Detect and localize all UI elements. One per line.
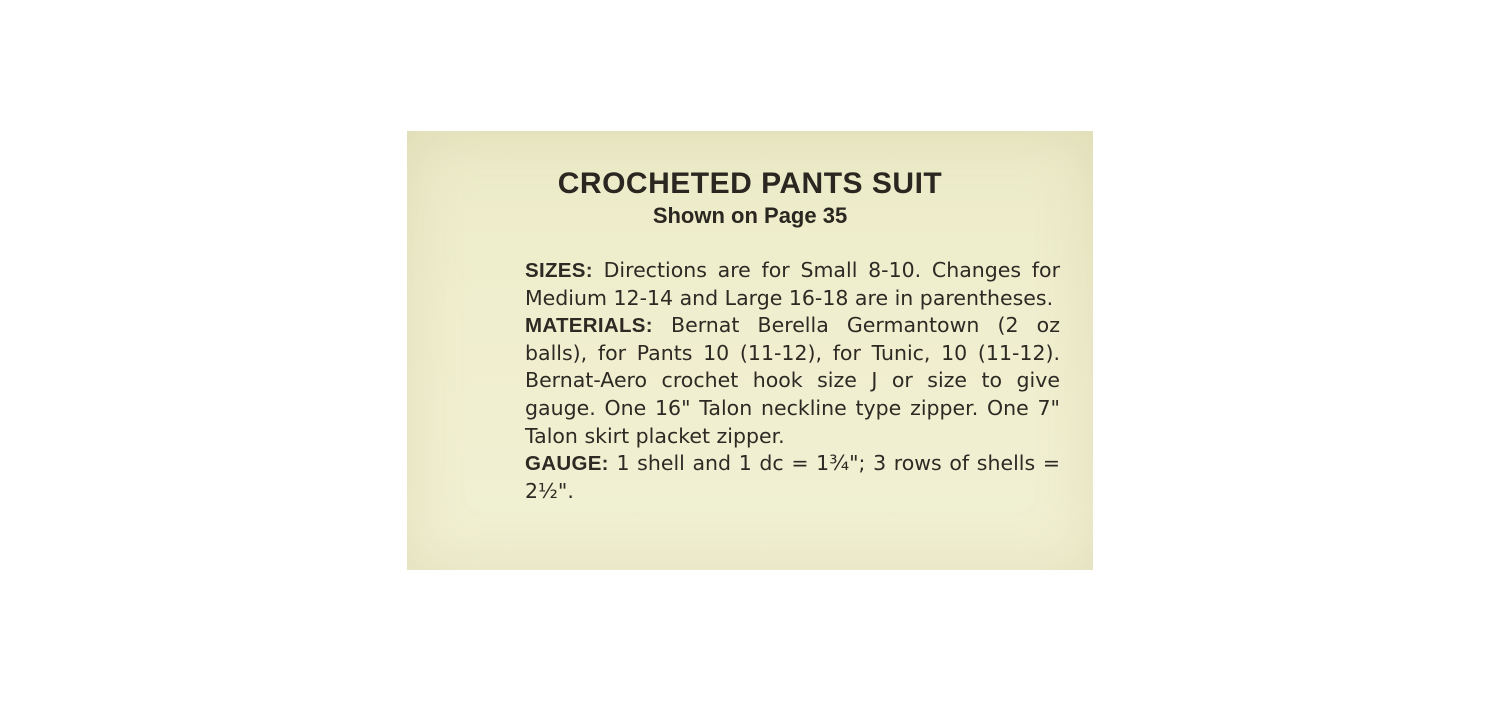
sizes-text: Directions are for Small 8-10. Changes for Medium 12-14 and Large 16-18 are in parentheses. xyxy=(525,258,1060,310)
pattern-clipping xyxy=(407,131,1093,570)
pattern-title: CROCHETED PANTS SUIT xyxy=(557,167,943,200)
materials-label: MATERIALS: xyxy=(525,314,653,338)
materials-paragraph xyxy=(525,312,1060,450)
gauge-paragraph xyxy=(525,450,1060,505)
gauge-label: GAUGE: xyxy=(525,452,609,476)
sizes-paragraph xyxy=(525,257,1060,312)
materials-text: Bernat Berella Germantown (2 oz balls), for Pants 10 (11-12), for Tunic, 10 (11-12). Bernat-Aero crochet hook size J or size to give gauge. One 16" Talon neckline type zipper. One 7" Talon skirt placket zipper. xyxy=(525,313,1060,448)
sizes-label: SIZES: xyxy=(525,259,593,282)
pattern-body xyxy=(525,257,1060,505)
pattern-subtitle: Shown on Page 35 xyxy=(652,203,848,228)
gauge-text: 1 shell and 1 dc = 1¾"; 3 rows of shells = 2½". xyxy=(525,451,1060,503)
